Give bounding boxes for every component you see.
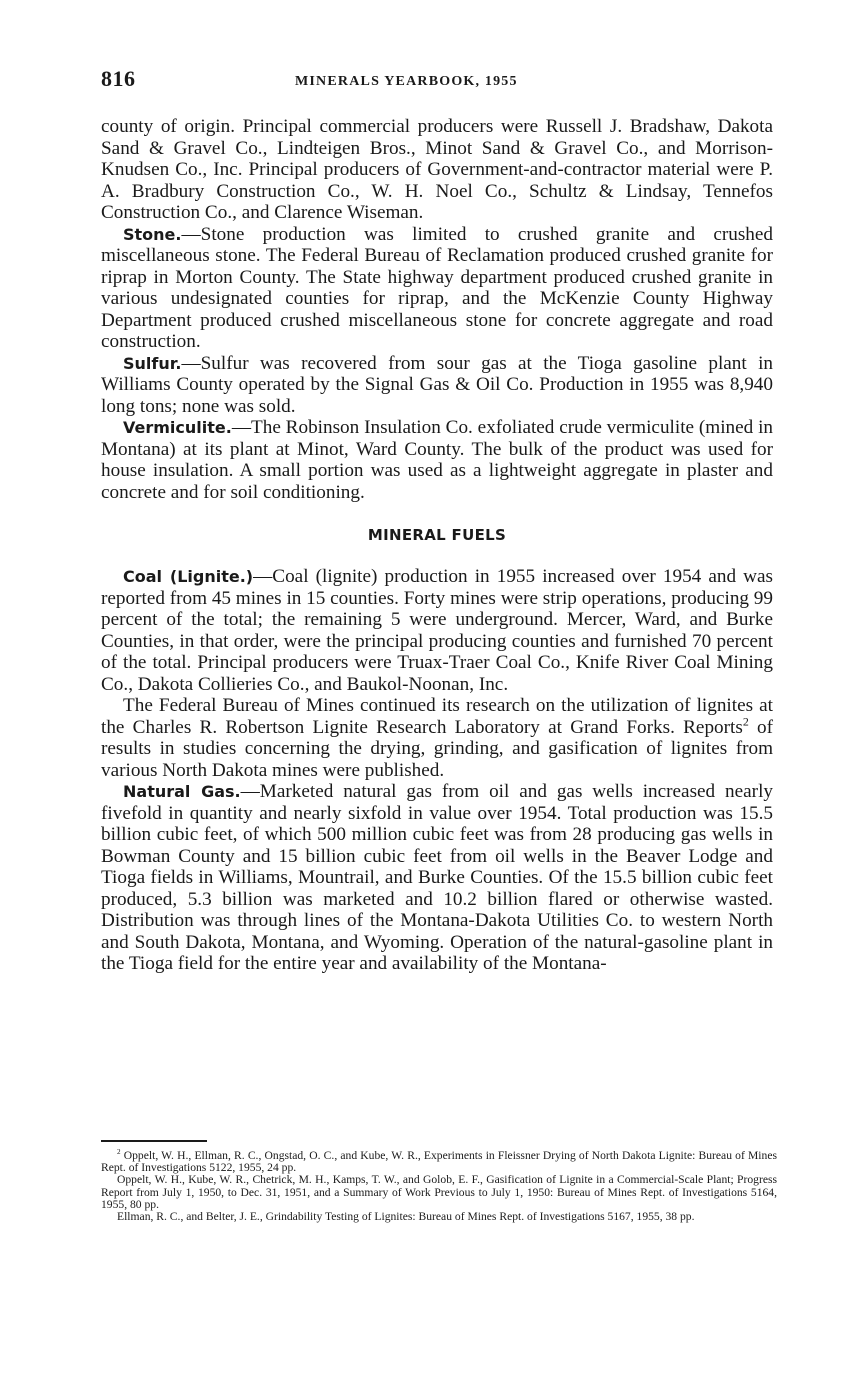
paragraph-text: —The Robinson Insulation Co. exfoliated crude vermiculite (mined in Montana) at its plant at Minot, Ward County. The bulk of the product was used for house insulation. A small portion was used as a lightweight aggregate in plaster and concrete and for soil conditioning. — [101, 417, 773, 503]
paragraph-text: —Stone production was limited to crushed granite and crushed miscellaneous stone. The Federal Bureau of Reclamation produced crushed granite for riprap in Morton County. The State highway department produced crushed granite in various undesignated counties for riprap, and the McKenzie County Highway Department produced crushed miscellaneous stone for concrete aggregate and road construction. — [101, 223, 773, 352]
paragraph-sand-gravel-producers — [101, 116, 773, 224]
page-header — [101, 66, 773, 100]
paragraph-text: The Federal Bureau of Mines continued its research on the utilization of lignites at the Charles R. Robertson Lignite Research Laboratory at Grand Forks. Reports — [101, 695, 773, 738]
footnotes — [101, 1150, 777, 1223]
footnote-divider — [101, 1140, 207, 1142]
footnote-1 — [101, 1150, 777, 1174]
paragraph-bureau-research — [101, 695, 773, 781]
page-number: 816 — [101, 66, 136, 91]
footnote-3 — [101, 1211, 777, 1223]
paragraph-text: —Sulfur was recovered from sour gas at the Tioga gasoline plant in Williams County operated by the Signal Gas & Oil Co. Production in 1955 was 8,940 long tons; none was sold. — [101, 352, 773, 417]
sulfur-heading: Sulfur. — [123, 353, 182, 373]
footnote-2 — [101, 1174, 777, 1211]
paragraph-text: of results in studies concerning the drying, grinding, and gasification of lignites from various North Dakota mines were published. — [101, 716, 773, 781]
paragraph-coal — [101, 566, 773, 695]
body-text — [101, 116, 773, 975]
stone-heading: Stone. — [123, 224, 182, 244]
natural-gas-heading: Natural Gas. — [123, 782, 241, 801]
footnote-reference[interactable]: 2 — [742, 714, 749, 729]
footnote-text: Oppelt, W. H., Ellman, R. C., Ongstad, O. C., and Kube, W. R., Experiments in Fleissner Drying of North Dakota Lignite: Bureau of Mines Rept. of Investigations 5122, 1955, 24 pp. — [101, 1149, 777, 1175]
section-heading-mineral-fuels: MINERAL FUELS — [367, 526, 507, 544]
paragraph-text: —Coal (lignite) production in 1955 increased over 1954 and was reported from 45 mines in 15 counties. Forty mines were strip operations, producing 99 percent of the total; the remaining 5 were underground. Mercer, Ward, and Burke Counties, in that order, were the principal producing counties and furnished 70 percent of the total. Principal producers were Truax-Traer Coal Co., Knife River Coal Mining Co., Dakota Collieries Co., and Baukol-Noonan, Inc. — [101, 566, 773, 695]
paragraph-natural-gas — [101, 781, 773, 975]
paragraph-text: county of origin. Principal commercial producers were Russell J. Bradshaw, Dakota Sand & Gravel Co., Lindteigen Bros., Minot Sand & Gravel Co., and Morrison-Knudsen Co., Inc. Principal producers of Government-and-contractor material were P. A. Bradbury Construction Co., W. H. Noel Co., Schultz & Lindsay, Tennefos Construction Co., and Clarence Wiseman. — [101, 116, 773, 223]
footnote-text: Oppelt, W. H., Kube, W. R., Chetrick, M. H., Kamps, T. W., and Golob, E. F., Gasification of Lignite in a Commercial-Scale Plant; Progress Report from July 1, 1950, to Dec. 31, 1951, and a Summary of Work Previous to July 1, 1950: Bureau of Mines Rept. of Investigations 5164, 1955, 80 pp. — [101, 1173, 777, 1211]
paragraph-text: —Marketed natural gas from oil and gas wells increased nearly fivefold in quantity and nearly sixfold in value over 1954. Total production was 15.5 billion cubic feet, of which 500 million cubic feet was from 28 producing gas wells in Bowman County and 15 billion cubic feet from oil wells in the Beaver Lodge and Tioga fields in Williams, Mountrail, and Burke Counties. Of the 15.5 billion cubic feet produced, 5.3 billion was marketed and 10.2 billion flared or otherwise wasted. Distribution was through lines of the Montana-Dakota Utilities Co. to western North and South Dakota, Montana, and Wyoming. Operation of the natural-gasoline plant in the Tioga field for the entire year and availability of the Montana- — [101, 781, 773, 974]
footnote-marker: 2 — [117, 1148, 121, 1157]
paragraph-sulfur — [101, 353, 773, 418]
paragraph-vermiculite — [101, 417, 773, 503]
coal-heading: Coal (Lignite.) — [123, 567, 254, 586]
paragraph-stone — [101, 224, 773, 353]
footnote-text: Ellman, R. C., and Belter, J. E., Grindability Testing of Lignites: Bureau of Mines Rept. of Investigations 5167, 1955, 38 pp. — [117, 1210, 695, 1224]
vermiculite-heading: Vermiculite. — [123, 418, 232, 437]
running-title: MINERALS YEARBOOK, 1955 — [295, 74, 518, 89]
